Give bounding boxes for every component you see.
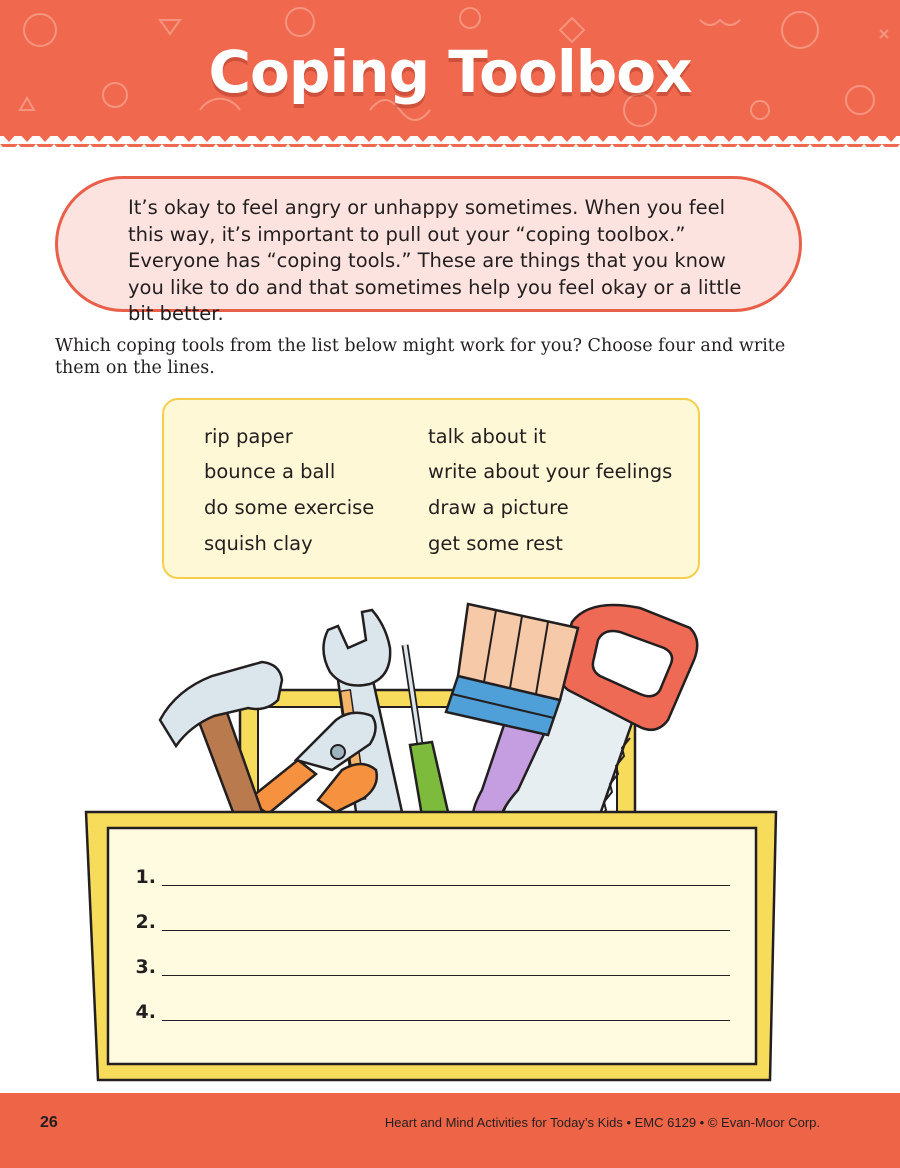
tool-item: do some exercise (204, 496, 375, 519)
intro-text: It’s okay to feel angry or unhappy sometimes. When you feel this way, it’s important to pull out your “coping toolbox.” Everyone has “coping tools.” These are things that you know you like to do and that sometimes help you feel okay or a little bit better. (128, 196, 742, 325)
answer-line-3[interactable] (162, 975, 730, 976)
tool-item: rip paper (204, 425, 293, 448)
tool-item: talk about it (428, 425, 547, 448)
instruction-text: Which coping tools from the list below might work for you? Choose four and write them on the lines. (55, 336, 786, 378)
answer-lines (86, 810, 776, 1080)
header-banner (0, 0, 900, 150)
tool-item: draw a picture (428, 496, 569, 519)
answer-line-2[interactable] (162, 930, 730, 931)
footer-bar (0, 1093, 900, 1168)
answer-number: 1. (135, 866, 156, 888)
answer-line-4[interactable] (162, 1020, 730, 1021)
tool-item: squish clay (204, 532, 313, 555)
answer-row (86, 858, 776, 888)
answer-number: 2. (135, 911, 156, 933)
page-number: 26 (40, 1114, 58, 1131)
intro-box (55, 176, 802, 325)
tool-item: write about your feelings (428, 460, 673, 483)
answer-number: 4. (135, 1001, 156, 1023)
answer-row (86, 903, 776, 933)
footer-credit: Heart and Mind Activities for Today’s Kids • EMC 6129 • © Evan-Moor Corp. (384, 1115, 820, 1130)
answer-number: 3. (135, 956, 156, 978)
tool-item: bounce a ball (204, 460, 336, 483)
tool-item: get some rest (428, 532, 563, 555)
answer-row (86, 948, 776, 978)
answer-row (86, 993, 776, 1023)
answer-line-1[interactable] (162, 885, 730, 886)
page-title: Coping Toolbox (208, 38, 692, 106)
coping-tools-list (162, 398, 700, 579)
